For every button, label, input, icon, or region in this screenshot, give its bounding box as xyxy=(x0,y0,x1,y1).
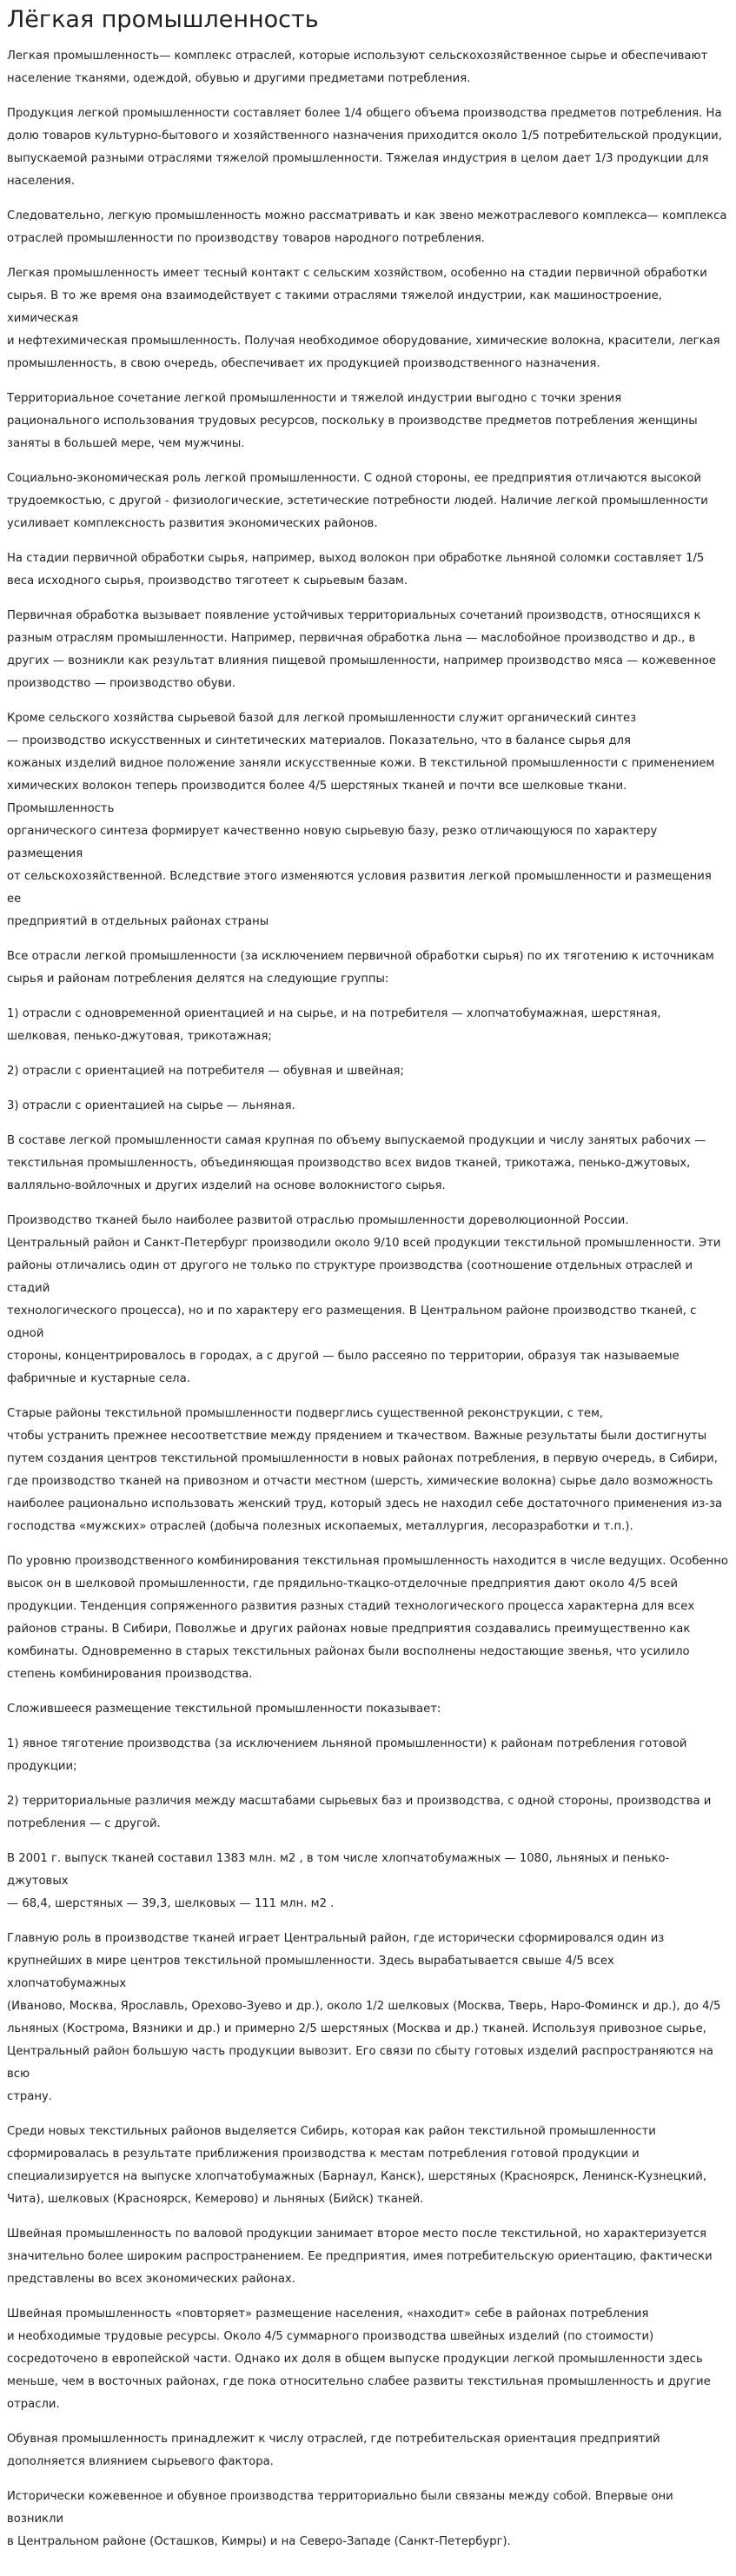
article-paragraph: Первичная обработка вызывает появление устойчивых территориальных сочетаний производств, относящихся к разным отраслям промышленности. Например, первичная обработка льна — маслобойное производство и др., в других — возникли как результат влияния пищевой промышленности, например производство мяса — кожевенное производство — производство обуви. xyxy=(7,609,716,690)
article-paragraph: Все отрасли легкой промышленности (за исключением первичной обработки сырья) по их тяготению к источникам сырья и районам потребления делятся на следующие группы: xyxy=(7,950,714,986)
article-paragraph: Швейная промышленность «повторяет» размещение населения, «находит» себе в районах потребления и необходимые трудовые ресурсы. Около 4/5 суммарного производства швейных изделий (по стоимости) сосредоточено в европейской части. Однако их доля в общем выпуске продукции легкой промышленности здесь меньше, чем в восточных районах, где пока относительно слабее развиты текстильная промышленность и другие отрасли. xyxy=(7,2307,711,2411)
article-paragraph: В 2001 г. выпуск тканей составил 1383 млн. м2 , в том числе хлопчатобумажных — 1080, льняных и пенько-джутовых — 68,4, шерстяных — 39,3, шелковых — 111 млн. м2 . xyxy=(7,1852,670,1910)
article-paragraph: Производство тканей было наиболее развитой отраслью промышленности дореволюционной России. Центральный район и Санкт-Петербург производили около 9/10 всей продукции текстильной промышленности. Эти районы отличались один от другого не только по структуре производства (соотношение отдельных отраслей и стадий технологического процесса), но и по характеру его размещения. В Центральном районе производство тканей, с одной стороны, концентрировалось в городах, а с другой — было рассеяно по территории, образуя так называемые фабричные и кустарные села. xyxy=(7,1214,721,1385)
article-paragraph: Легкая промышленность— комплекс отраслей, которые используют сельскохозяйственное сырье и обеспечивают население тканями, одеждой, обувью и другими предметами потребления. xyxy=(7,50,708,85)
article-paragraph: Главную роль в производстве тканей играет Центральный район, где исторически сформировался один из крупнейших в мире центров текстильной промышленности. Здесь вырабатывается свыше 4/5 всех хлопчатобумажных (Иваново, Москва, Ярославль, Орехово-Зуево и др.), около 1/2 шелковых (Москва, Тверь, Наро-Фоминск и др.), до 4/5 льняных (Кострома, Вязники и др.) и примерно 2/5 шерстяных (Москва и др.) тканей. Используя привозное сырье, Центральный район большую часть продукции вывозит. Его связи по сбыту готовых изделий распространяются на всю страну. xyxy=(7,1932,721,2103)
article-body xyxy=(7,45,729,2553)
article-paragraph: Кроме сельского хозяйства сырьевой базой для легкой промышленности служит органический синтез — производство искусственных и синтетических материалов. Показательно, что в балансе сырья для кожаных изделий видное положение заняли искусственные кожи. В текстильной промышленности с применением химических волокон теперь производится более 4/5 шерстяных тканей и почти все шелковые ткани. Промышленность органического синтеза формирует качественно новую сырьевую базу, резко отличающуюся по характеру размещения от сельскохозяйственной. Вследствие этого изменяются условия развития легкой промышленности и размещения ее предприятий в отдельных районах страны xyxy=(7,712,715,928)
article-paragraph: 3) отрасли с ориентацией на сырье — льняная. xyxy=(7,1099,295,1112)
article-paragraph: Следовательно, легкую промышленность можно рассматривать и как звено межотраслевого комплекса— комплекса отраслей промышленности по производству товаров народного потребления. xyxy=(7,209,727,245)
article-paragraph: 2) отрасли с ориентацией на потребителя — обувная и швейная; xyxy=(7,1065,404,1078)
article-paragraph: Территориальное сочетание легкой промышленности и тяжелой индустрии выгодно с точки зрения рационального использования трудовых ресурсов, поскольку в производстве предметов потребления женщины заняты в большей мере, чем мужчины. xyxy=(7,392,698,450)
page-title: Лёгкая промышленность xyxy=(7,6,319,33)
article-paragraph: Социально-экономическая роль легкой промышленности. С одной стороны, ее предприятия отличаются высокой трудоемкостью, с другой - физиологические, эстетические потребности людей. Наличие легкой промышленности усиливает комплексность развития экономических районов. xyxy=(7,472,708,530)
article-paragraph: Продукция легкой промышленности составляет более 1/4 общего объема производства предметов потребления. На долю товаров культурно-бытового и хозяйственного назначения приходится около 1/5 потребительской продукции, выпускаемой разными отраслями тяжелой промышленности. Тяжелая индустрия в целом дает 1/3 продукции для населения. xyxy=(7,107,722,188)
article-paragraph: Старые районы текстильной промышленности подверглись существенной реконструкции, с тем, чтобы устранить прежнее несоответствие между прядением и ткачеством. Важные результаты были достигнуты путем создания центров текстильной промышленности в новых районах потребления, в первую очередь, в Сибири, где производство тканей на привозном и отчасти местном (шерсть, химические волокна) сырье дало возможность наиболее рационально использовать женский труд, который здесь не находил себе достаточного применения из-за господства «мужских» отраслей (добыча полезных ископаемых, металлургия, лесоразработки и т.п.). xyxy=(7,1407,723,1533)
article-paragraph: Сложившееся размещение текстильной промышленности показывает: xyxy=(7,1703,441,1716)
article-paragraph: 1) отрасли с одновременной ориентацией и на сырье, и на потребителя — хлопчатобумажная, шерстяная, шелковая, пенько-джутовая, трикотажная; xyxy=(7,1007,661,1043)
article-paragraph: Среди новых текстильных районов выделяется Сибирь, которая как район текстильной промышленности сформировалась в результате приближения производства к местам потребления готовой продукции и специализируется на выпуске хлопчатобумажных (Барнаул, Канск), шерстяных (Красноярск, Ленинск-Кузнецкий, Чита), шелковых (Красноярск, Кемерово) и льняных (Бийск) тканей. xyxy=(7,2125,707,2206)
article-paragraph: Швейная промышленность по валовой продукции занимает второе место после текстильной, но характеризуется значительно более широким распространением. Ее предприятия, имея потребительскую ориентацию, фактически представлены во всех экономических районах. xyxy=(7,2227,713,2286)
article-paragraph: Легкая промышленность имеет тесный контакт с сельским хозяйством, особенно на стадии первичной обработки сырья. В то же время она взаимодействует с такими отраслями тяжелой индустрии, как машиностроение, химическая и нефтехимическая промышленность. Получая необходимое оборудование, химические волокна, красители, легкая промышленность, в свою очередь, обеспечивает их продукцией производственного назначения. xyxy=(7,267,720,370)
article-paragraph: 2) территориальные различия между масштабами сырьевых баз и производства, с одной стороны, производства и потребления — с другой. xyxy=(7,1795,712,1830)
article-paragraph: В составе легкой промышленности самая крупная по объему выпускаемой продукции и числу занятых рабочих — текстильная промышленность, объединяющая производство всех видов тканей, трикотажа, пенько-джутовых, валляльно-войлочных и других изделий на основе волокнистого сырья. xyxy=(7,1134,706,1192)
article-paragraph: На стадии первичной обработки сырья, например, выход волокон при обработке льняной соломки составляет 1/5 веса исходного сырья, производство тяготеет к сырьевым базам. xyxy=(7,552,705,588)
article-paragraph: Обувная промышленность принадлежит к числу отраслей, где потребительская ориентация предприятий дополняется влиянием сырьевого фактора. xyxy=(7,2433,660,2468)
article-paragraph: 1) явное тяготение производства (за исключением льняной промышленности) к районам потребления готовой продукции; xyxy=(7,1737,687,1773)
article-paragraph: По уровню производственного комбинирования текстильная промышленность находится в числе ведущих. Особенно высок он в шелковой промышленности, где прядильно-ткацко-отделочные предприятия дают около 4/5 всей продукции. Тенденция сопряженного развития разных стадий технологического процесса характерна для всех районов страны. В Сибири, Поволжье и других районах новые предприятия создавались преимущественно как комбинаты. Одновременно в старых текстильных районах были восполнены недостающие звенья, что усилило степень комбинирования производства. xyxy=(7,1555,728,1681)
article-paragraph: Исторически кожевенное и обувное производства территориально были связаны между собой. Впервые они возникли в Центральном районе (Осташков, Кимры) и на Северо-Западе (Санкт-Петербург). xyxy=(7,2490,673,2548)
